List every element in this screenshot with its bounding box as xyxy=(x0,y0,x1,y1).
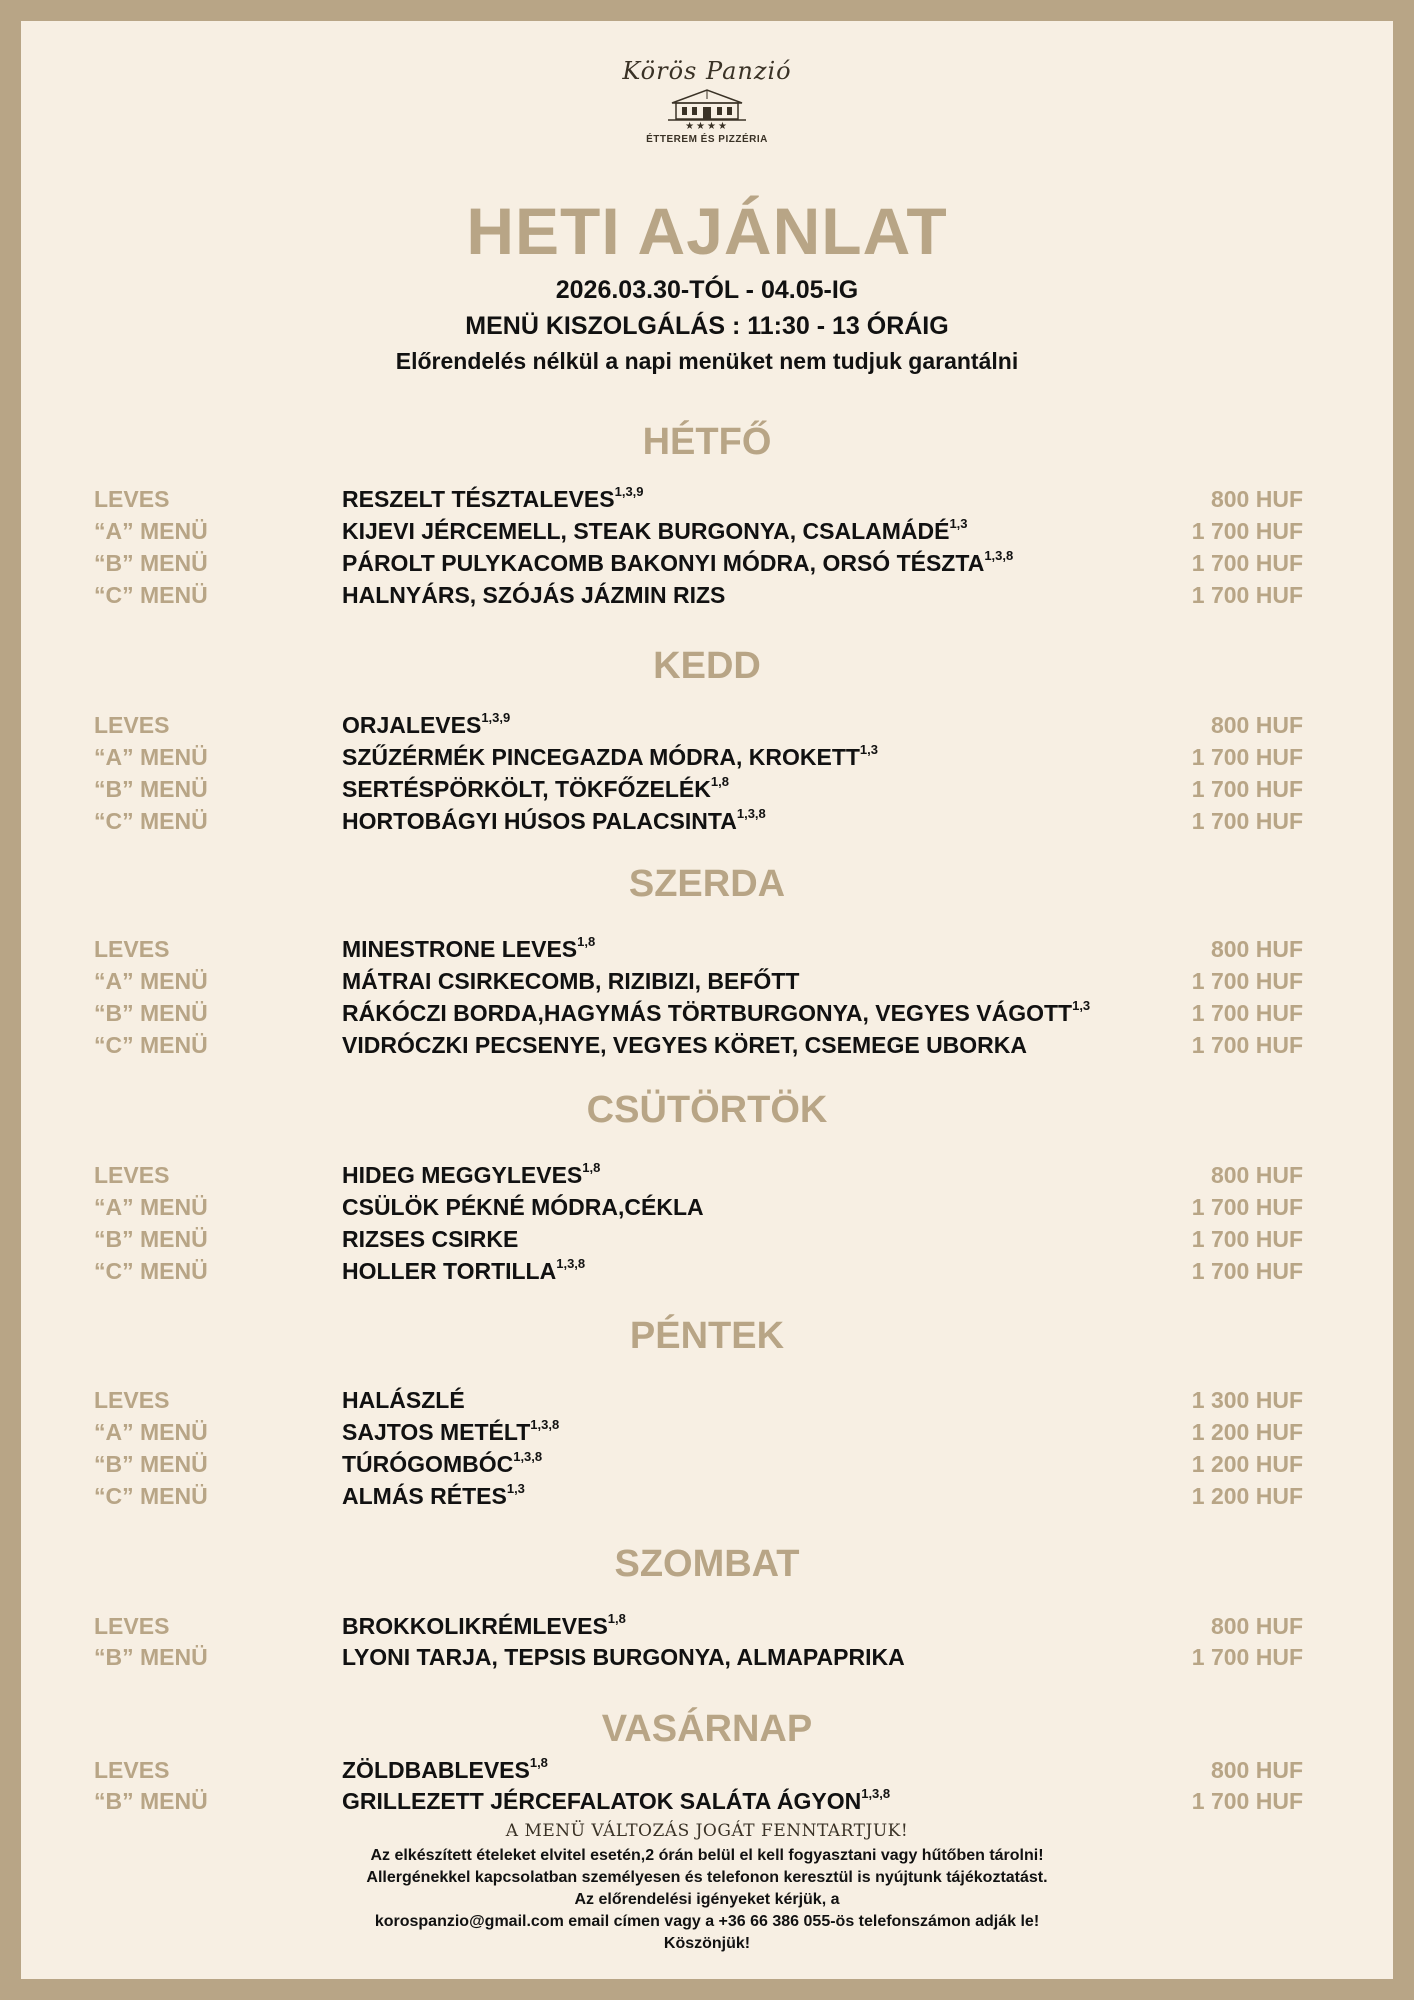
dish-text: SERTÉSPÖRKÖLT, TÖKFŐZELÉK xyxy=(342,776,711,802)
dish-name xyxy=(342,515,968,547)
dish-price: 1 700 HUF xyxy=(1191,1226,1303,1252)
dish-text: SAJTOS METÉLT xyxy=(342,1419,531,1445)
menu-page xyxy=(21,21,1393,1979)
menu-row xyxy=(21,1785,1393,1817)
dish-name xyxy=(342,741,878,773)
menu-category: “C” MENÜ xyxy=(94,808,208,834)
dish-name xyxy=(342,547,1013,579)
allergen-codes: 1,8 xyxy=(577,934,596,950)
menu-category: LEVES xyxy=(94,712,170,738)
menu-category: LEVES xyxy=(94,1757,170,1783)
allergen-codes: 1,3,8 xyxy=(513,1449,543,1465)
menu-category: “C” MENÜ xyxy=(94,1483,208,1509)
menu-row xyxy=(21,997,1393,1029)
dish-name xyxy=(342,1448,542,1480)
dish-price: 1 700 HUF xyxy=(1191,1000,1303,1026)
menu-category: “B” MENÜ xyxy=(94,776,208,802)
footer-title: A MENÜ VÁLTOZÁS JOGÁT FENNTARTJUK! xyxy=(505,1821,909,1841)
day-title: SZOMBAT xyxy=(614,1543,800,1585)
dish-name xyxy=(342,933,595,965)
day-title: HÉTFŐ xyxy=(642,421,772,463)
page-title: HETI AJÁNLAT xyxy=(466,194,948,268)
menu-row xyxy=(21,741,1393,773)
menu-row xyxy=(21,579,1393,611)
dish-price: 1 200 HUF xyxy=(1191,1451,1303,1477)
menu-category: “B” MENÜ xyxy=(94,1451,208,1477)
dish-text: VIDRÓCZKI PECSENYE, VEGYES KÖRET, CSEMEGE UBORKA xyxy=(342,1032,1028,1058)
allergen-codes: 1,3,8 xyxy=(556,1256,586,1272)
menu-category: “A” MENÜ xyxy=(94,744,208,770)
dish-text: HALNYÁRS, SZÓJÁS JÁZMIN RIZS xyxy=(342,582,726,608)
dish-name xyxy=(342,997,1090,1029)
menu-category: “A” MENÜ xyxy=(94,518,208,544)
footer-line: korospanzio@gmail.com email címen vagy a +36 66 386 055-ös telefonszámon adják le! xyxy=(374,1913,1040,1930)
dish-name xyxy=(342,579,725,611)
menu-category: “B” MENÜ xyxy=(94,1000,208,1026)
dish-text: CSÜLÖK PÉKNÉ MÓDRA,CÉKLA xyxy=(342,1194,704,1220)
menu-row xyxy=(21,965,1393,997)
dish-price: 1 200 HUF xyxy=(1191,1419,1303,1445)
menu-row xyxy=(21,515,1393,547)
menu-category: “C” MENÜ xyxy=(94,582,208,608)
menu-row xyxy=(21,1384,1393,1416)
service-time: MENÜ KISZOLGÁLÁS : 11:30 - 13 ÓRÁIG xyxy=(465,312,949,340)
dish-price: 800 HUF xyxy=(1210,1162,1303,1188)
dish-name xyxy=(342,1029,1027,1061)
dish-text: HIDEG MEGGYLEVES xyxy=(342,1162,583,1188)
footer-line: Az elkészített ételeket elvitel esetén,2 órán belül el kell fogyasztani vagy hűtőben tárolni! xyxy=(370,1847,1044,1864)
dish-name xyxy=(342,1191,704,1223)
restaurant-logo xyxy=(21,57,1393,145)
day-title: KEDD xyxy=(653,645,761,687)
day-title: VASÁRNAP xyxy=(601,1708,813,1750)
dish-text: ALMÁS RÉTES xyxy=(342,1483,507,1509)
menu-row xyxy=(21,1029,1393,1061)
dish-price: 1 700 HUF xyxy=(1191,550,1303,576)
dish-price: 800 HUF xyxy=(1210,1757,1303,1783)
menu-category: “A” MENÜ xyxy=(94,968,208,994)
dish-text: HOLLER TORTILLA xyxy=(342,1258,557,1284)
menu-row xyxy=(21,1448,1393,1480)
menu-category: “C” MENÜ xyxy=(94,1032,208,1058)
dish-price: 1 700 HUF xyxy=(1191,1788,1303,1814)
menu-category: “A” MENÜ xyxy=(94,1419,208,1445)
dish-name xyxy=(342,965,799,997)
dish-name xyxy=(342,1641,905,1673)
allergen-codes: 1,3 xyxy=(949,516,968,532)
day-title: SZERDA xyxy=(628,863,786,905)
dish-text: MÁTRAI CSIRKECOMB, RIZIBIZI, BEFŐTT xyxy=(342,968,800,994)
dish-price: 800 HUF xyxy=(1210,1613,1303,1639)
dish-price: 1 700 HUF xyxy=(1191,744,1303,770)
dish-price: 1 300 HUF xyxy=(1191,1387,1303,1413)
menu-row xyxy=(21,1223,1393,1255)
menu-category: “C” MENÜ xyxy=(94,1258,208,1284)
dish-price: 1 700 HUF xyxy=(1191,1194,1303,1220)
menu-row xyxy=(21,1480,1393,1512)
allergen-codes: 1,8 xyxy=(607,1611,626,1627)
menu-category: “B” MENÜ xyxy=(94,1644,208,1670)
dish-text: MINESTRONE LEVES xyxy=(342,936,578,962)
dish-name xyxy=(342,1159,600,1191)
dish-price: 1 700 HUF xyxy=(1191,1258,1303,1284)
menu-row xyxy=(21,1159,1393,1191)
date-range: 2026.03.30-TÓL - 04.05-IG xyxy=(555,276,859,304)
dish-text: LYONI TARJA, TEPSIS BURGONYA, ALMAPAPRIKA xyxy=(342,1644,905,1670)
dish-name xyxy=(342,1754,548,1786)
dish-price: 1 700 HUF xyxy=(1191,968,1303,994)
dish-text: BROKKOLIKRÉMLEVES xyxy=(342,1613,608,1639)
footer-line: Az előrendelési igényeket kérjük, a xyxy=(574,1891,840,1908)
dish-name xyxy=(342,1223,518,1255)
menu-row xyxy=(21,1191,1393,1223)
dish-text: HALÁSZLÉ xyxy=(342,1387,465,1413)
dish-price: 1 700 HUF xyxy=(1191,582,1303,608)
dish-price: 800 HUF xyxy=(1210,712,1303,738)
footer-line: Köszönjük! xyxy=(663,1935,751,1952)
menu-category: LEVES xyxy=(94,1162,170,1188)
dish-price: 1 700 HUF xyxy=(1191,776,1303,802)
dish-text: GRILLEZETT JÉRCEFALATOK SALÁTA ÁGYON xyxy=(342,1788,862,1814)
logo-subtitle: ÉTTEREM ÉS PIZZÉRIA xyxy=(646,134,768,145)
allergen-codes: 1,3,8 xyxy=(530,1417,560,1433)
menu-row xyxy=(21,483,1393,515)
menu-category: “B” MENÜ xyxy=(94,550,208,576)
menu-row xyxy=(21,709,1393,741)
menu-row xyxy=(21,1610,1393,1642)
allergen-codes: 1,8 xyxy=(582,1160,601,1176)
dish-price: 800 HUF xyxy=(1210,486,1303,512)
dish-text: RIZSES CSIRKE xyxy=(342,1226,519,1252)
dish-name xyxy=(342,483,644,515)
allergen-codes: 1,3,8 xyxy=(984,548,1014,564)
dish-text: ORJALEVES xyxy=(342,712,482,738)
dish-name xyxy=(342,773,729,805)
day-title: CSÜTÖRTÖK xyxy=(586,1089,828,1131)
dish-price: 1 200 HUF xyxy=(1191,1483,1303,1509)
dish-text: KIJEVI JÉRCEMELL, STEAK BURGONYA, CSALAMÁDÉ xyxy=(342,518,950,544)
allergen-codes: 1,3,8 xyxy=(736,806,766,822)
dish-price: 1 700 HUF xyxy=(1191,1032,1303,1058)
allergen-codes: 1,3,9 xyxy=(481,710,511,726)
menu-category: LEVES xyxy=(94,936,170,962)
dish-price: 800 HUF xyxy=(1210,936,1303,962)
menu-row xyxy=(21,1754,1393,1786)
menu-category: “B” MENÜ xyxy=(94,1788,208,1814)
dish-name xyxy=(342,1610,626,1642)
dish-text: ZÖLDBABLEVES xyxy=(342,1757,530,1783)
menu-row xyxy=(21,1416,1393,1448)
dish-text: SZŰZÉRMÉK PINCEGAZDA MÓDRA, KROKETT xyxy=(342,744,860,770)
allergen-codes: 1,3 xyxy=(506,1481,525,1497)
dish-price: 1 700 HUF xyxy=(1191,518,1303,544)
allergen-codes: 1,8 xyxy=(710,774,729,790)
menu-row xyxy=(21,933,1393,965)
footer-line: Allergénekkel kapcsolatban személyesen és telefonon keresztül is nyújtunk tájékoztatást. xyxy=(366,1869,1048,1886)
menu-row xyxy=(21,773,1393,805)
dish-name xyxy=(342,1785,890,1817)
menu-row xyxy=(21,547,1393,579)
dish-text: TÚRÓGOMBÓC xyxy=(342,1451,514,1477)
dish-text: RESZELT TÉSZTALEVES xyxy=(342,486,615,512)
allergen-codes: 1,3 xyxy=(1072,998,1091,1014)
logo-script-text: Körös Panzió xyxy=(622,57,792,85)
allergen-codes: 1,8 xyxy=(529,1755,548,1771)
allergen-codes: 1,3,9 xyxy=(614,484,644,500)
dish-name xyxy=(342,1255,585,1287)
dish-name xyxy=(342,1384,465,1416)
allergen-codes: 1,3,8 xyxy=(861,1786,891,1802)
menu-category: “B” MENÜ xyxy=(94,1226,208,1252)
dish-name xyxy=(342,1416,559,1448)
menu-row xyxy=(21,1255,1393,1287)
menu-category: “A” MENÜ xyxy=(94,1194,208,1220)
menu-row xyxy=(21,1641,1393,1673)
preorder-note: Előrendelés nélkül a napi menüket nem tudjuk garantálni xyxy=(395,348,1019,374)
dish-price: 1 700 HUF xyxy=(1191,808,1303,834)
dish-text: RÁKÓCZI BORDA,HAGYMÁS TÖRTBURGONYA, VEGYES VÁGOTT xyxy=(342,1000,1073,1026)
menu-category: LEVES xyxy=(94,1613,170,1639)
dish-name xyxy=(342,709,510,741)
logo-stars: ★★★★ xyxy=(685,121,729,132)
dish-price: 1 700 HUF xyxy=(1191,1644,1303,1670)
menu-category: LEVES xyxy=(94,1387,170,1413)
dish-name xyxy=(342,805,766,837)
building-icon xyxy=(662,87,752,123)
dish-name xyxy=(342,1480,525,1512)
menu-category: LEVES xyxy=(94,486,170,512)
menu-row xyxy=(21,805,1393,837)
day-title: PÉNTEK xyxy=(629,1315,785,1357)
allergen-codes: 1,3 xyxy=(859,742,878,758)
dish-text: PÁROLT PULYKACOMB BAKONYI MÓDRA, ORSÓ TÉSZTA xyxy=(342,550,985,576)
dish-text: HORTOBÁGYI HÚSOS PALACSINTA xyxy=(342,808,737,834)
